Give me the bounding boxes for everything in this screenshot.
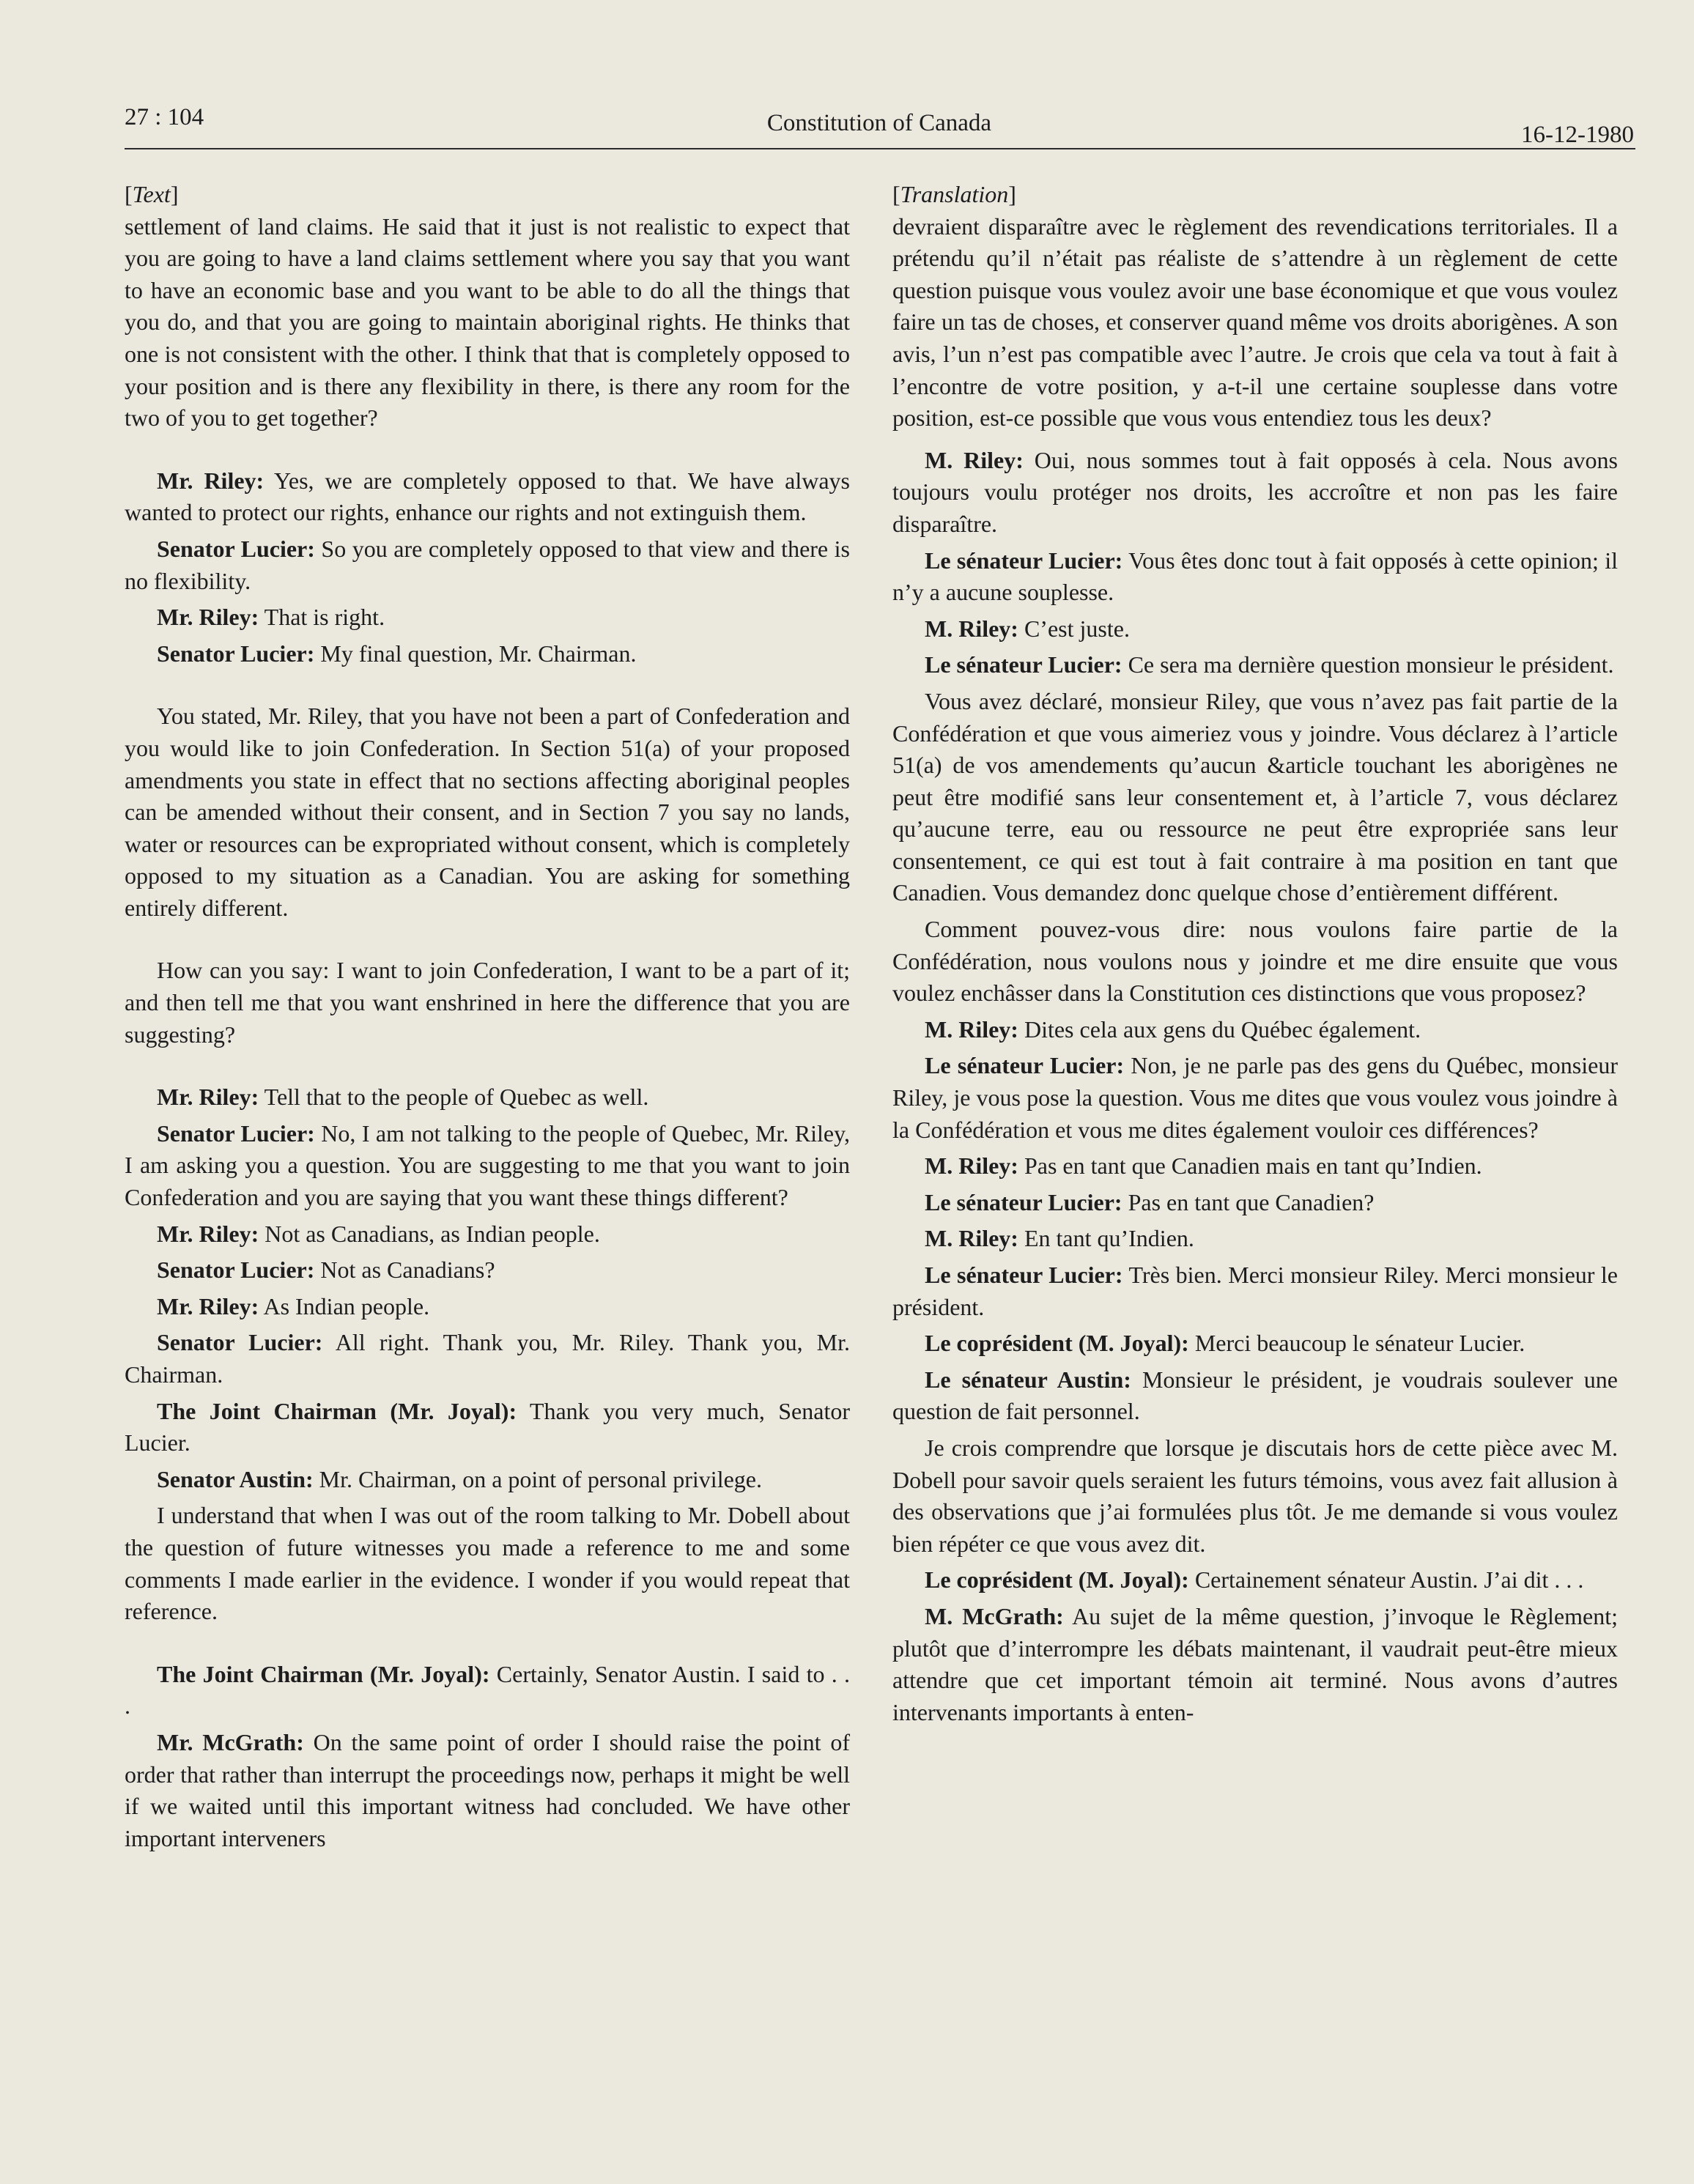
speaker-name: Le sénateur Lucier:: [925, 547, 1123, 574]
speech-paragraph: Mr. Riley: That is right.: [157, 604, 385, 631]
speech-paragraph: Le sénateur Austin: Monsieur le président, je voudrais soulever une question de fait personnel.: [892, 1366, 1619, 1425]
speaker-name: M. Riley:: [925, 1225, 1018, 1252]
speaker-name: M. Riley:: [925, 446, 1024, 473]
speaker-name: Mr. Riley:: [157, 1220, 259, 1247]
speech-paragraph: Senator Lucier: No, I am not talking to the people of Quebec, Mr. Riley, I am asking you a question. You are suggesting to me that you want to join Confederation and you are saying that you want these things different?: [125, 1119, 851, 1211]
speech-paragraph: Senator Lucier: My final question, Mr. Chairman.: [157, 640, 637, 667]
speech-paragraph: M. Riley: Dites cela aux gens du Québec également.: [925, 1015, 1421, 1043]
speaker-name: Le sénateur Lucier:: [925, 1052, 1125, 1079]
speaker-name: Senator Lucier:: [157, 1329, 323, 1356]
speech-paragraph: Mr. Riley: As Indian people.: [157, 1292, 430, 1319]
speech-paragraph: Le sénateur Lucier: Non, je ne parle pas des gens du Québec, monsieur Riley, je vous pose la question. Vous me dites que vous voulez vous joindre à la Confédération et vous me dites également vouloir ces différences?: [892, 1052, 1618, 1143]
french-column: [892, 179, 1618, 1728]
speaker-name: Senator Lucier:: [157, 1119, 315, 1147]
speech-paragraph: M. Riley: Oui, nous sommes tout à fait opposés à cela. Nous avons toujours voulu protéger nos droits, les accroître et non pas les faire disparaître.: [892, 446, 1619, 537]
speech-paragraph: M. Riley: Pas en tant que Canadien mais en tant qu’Indien.: [925, 1152, 1482, 1180]
speech-paragraph: Le coprésident (M. Joyal): Merci beaucoup le sénateur Lucier.: [925, 1330, 1525, 1357]
speech-paragraph: Le sénateur Lucier: Ce sera ma dernière question monsieur le président.: [925, 651, 1614, 678]
speaker-name: Le coprésident (M. Joyal):: [925, 1566, 1189, 1593]
speech-paragraph: Mr. Riley: Not as Canadians, as Indian people.: [157, 1220, 600, 1247]
speaker-name: M. Riley:: [925, 615, 1018, 642]
speaker-name: Le sénateur Lucier:: [925, 1262, 1123, 1288]
speaker-name: Mr. Riley:: [157, 604, 259, 631]
speaker-name: The Joint Chairman (Mr. Joyal):: [157, 1397, 517, 1424]
page-header: [125, 104, 1634, 151]
speaker-name: Senator Austin:: [157, 1465, 314, 1492]
speaker-name: M. Riley:: [925, 1152, 1018, 1180]
speech-paragraph: Le sénateur Lucier: Très bien. Merci monsieur Riley. Merci monsieur le président.: [892, 1262, 1619, 1320]
speech-paragraph: Mr. McGrath: On the same point of order I should raise the point of order that rather than interrupt the proceedings now, perhaps it might be well if we waited until this important witness had concluded. We have other important interveners: [125, 1728, 851, 1851]
speaker-name: Le coprésident (M. Joyal):: [925, 1330, 1189, 1357]
speech-paragraph: Le sénateur Lucier: Pas en tant que Canadien?: [925, 1188, 1375, 1215]
speaker-name: M. Riley:: [925, 1015, 1018, 1043]
translation-tag: [Translation]: [892, 181, 1016, 207]
speaker-name: The Joint Chairman (Mr. Joyal):: [157, 1660, 490, 1687]
speech-paragraph: Senator Austin: Mr. Chairman, on a point of personal privilege.: [157, 1465, 762, 1492]
speaker-name: Senator Lucier:: [157, 640, 315, 667]
speech-paragraph: The Joint Chairman (Mr. Joyal): Certainly, Senator Austin. I said to . . .: [125, 1660, 851, 1720]
page-date: 16-12-1980: [1521, 122, 1634, 148]
speech-paragraph: Senator Lucier: So you are completely opposed to that view and there is no flexibility.: [125, 535, 851, 594]
speech-paragraph: Senator Lucier: Not as Canadians?: [157, 1256, 495, 1284]
speech-paragraph: The Joint Chairman (Mr. Joyal): Thank you very much, Senator Lucier.: [125, 1397, 850, 1456]
speech-paragraph: Mr. Riley: Yes, we are completely opposed to that. We have always wanted to protect our rights, enhance our rights and not extinguish them.: [125, 467, 851, 526]
speaker-name: Le sénateur Austin:: [925, 1366, 1131, 1393]
speech-paragraph: Senator Lucier: All right. Thank you, Mr. Riley. Thank you, Mr. Chairman.: [125, 1329, 850, 1388]
paragraph: I understand that when I was out of the room talking to Mr. Dobell about the question of future witnesses you made a reference to me and some comments I made earlier in the evidence. I wonder if you would repeat that reference.: [125, 1502, 850, 1625]
text-tag: [Text]: [125, 181, 179, 207]
paragraph: devraient disparaître avec le règlement des revendications territoriales. Il a prétendu qu’il n’était pas réaliste de s’attendre à un règlement de cette question puisque vous voulez avoir une base économique et que vous voulez faire un tas de choses, et conserver quand même vos droits aborigènes. A son avis, l’un n’est pas compatible avec l’autre. Je crois que cela va tout à fait à l’encontre de votre position, y a-t-il une certaine souplesse dans votre position, est-ce possible que vous vous entendiez tous les deux?: [892, 212, 1618, 432]
speech-paragraph: M. Riley: En tant qu’Indien.: [925, 1225, 1194, 1252]
speaker-name: Le sénateur Lucier:: [925, 651, 1122, 678]
speaker-name: Mr. Riley:: [157, 1084, 259, 1111]
paragraph: You stated, Mr. Riley, that you have not been a part of Confederation and you would like to join Confederation. In Section 51(a) of your proposed amendments you state in effect that no sections affecting aboriginal peoples can be amended without their consent, and in Section 7 you say no lands, water or resources can be expropriated without consent, which is completely opposed to my situation as a Canadian. You are asking for something entirely different.: [125, 703, 850, 921]
speech-paragraph: Mr. Riley: Tell that to the people of Quebec as well.: [157, 1084, 649, 1111]
speech-paragraph: M. McGrath: Au sujet de la même question, j’invoque le Règlement; plutôt que d’interrompre les débats maintenant, il vaudrait peut-être mieux attendre que cet important témoin ait terminé. Nous avons d’autres intervenants importants à enten-: [892, 1602, 1619, 1725]
speaker-name: M. McGrath:: [925, 1602, 1064, 1629]
paragraph: Je crois comprendre que lorsque je discutais hors de cette pièce avec M. Dobell pour savoir quels seraient les futurs témoins, vous avez fait allusion à des observations que j’ai formulées plus tôt. Je me demande si vous voulez bien répéter ce que vous avez dit.: [892, 1434, 1618, 1557]
speech-paragraph: M. Riley: C’est juste.: [925, 615, 1130, 642]
header-rule: [125, 148, 1635, 149]
speaker-name: Mr. Riley:: [157, 1292, 259, 1319]
speech-paragraph: Le coprésident (M. Joyal): Certainement sénateur Austin. J’ai dit . . .: [925, 1566, 1584, 1593]
paragraph: How can you say: I want to join Confederation, I want to be a part of it; and then tell me that you want enshrined in here the difference that you are suggesting?: [125, 957, 850, 1048]
publication-title: Constitution of Canada: [766, 110, 992, 136]
paragraph: Vous avez déclaré, monsieur Riley, que vous n’avez pas fait partie de la Confédération et que vous aimeriez vous y joindre. Vous déclarez à l’article 51(a) de vos amendements qu’aucun &article touchant les aborigènes ne peut être modifié sans leur consentement et, à l’article 7, vous déclarez qu’aucune terre, eau ou ressource ne peut être expropriée sans leur consentement, ce qui est tout à fait contraire à ma position en tant que Canadien. Vous demandez donc quelque chose d’entièrement différent.: [892, 687, 1618, 906]
speaker-name: Mr. Riley:: [157, 467, 265, 494]
paragraph: settlement of land claims. He said that it just is not realistic to expect that you are going to have a land claims settlement where you say that you want to have an economic base and you want to be able to do all the things that you do, and that you are going to maintain aboriginal rights. He thinks that one is not consistent with the other. I think that that is completely opposed to your position and is there any flexibility in there, is there any room for the two of you to get together?: [125, 212, 850, 432]
speaker-name: Le sénateur Lucier:: [925, 1188, 1122, 1215]
english-column: [125, 179, 850, 1854]
speaker-name: Mr. McGrath:: [157, 1728, 304, 1755]
paragraph: Comment pouvez-vous dire: nous voulons faire partie de la Confédération, nous voulons nous y joindre et me dire ensuite que vous voulez enchâsser dans la Constitution ces distinctions que vous proposez?: [892, 916, 1618, 1007]
speech-paragraph: Le sénateur Lucier: Vous êtes donc tout à fait opposés à cette opinion; il n’y a aucune souplesse.: [892, 547, 1619, 606]
speaker-name: Senator Lucier:: [157, 1256, 315, 1284]
page-number: 27 : 104: [125, 104, 204, 130]
speaker-name: Senator Lucier:: [157, 535, 315, 562]
